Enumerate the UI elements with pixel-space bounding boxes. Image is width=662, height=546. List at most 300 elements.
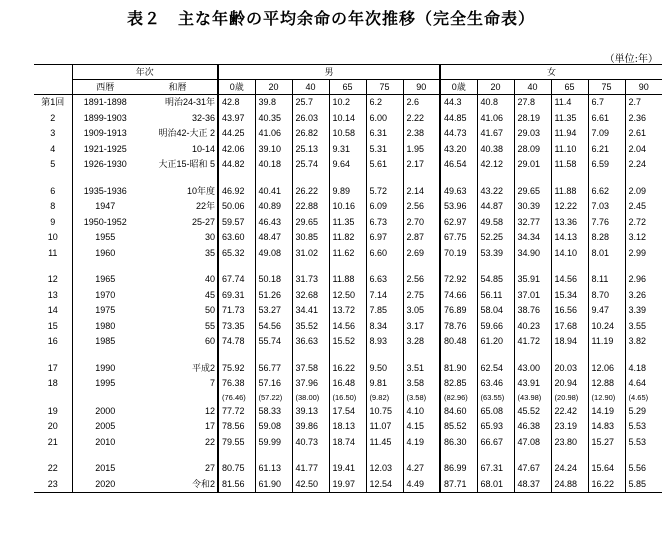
row-number: 11 [48, 247, 58, 258]
male-value: 2.17 [403, 157, 440, 173]
female-value: 41.67 [477, 126, 514, 142]
header-age: 0歳 [440, 80, 477, 95]
female-value: 10.24 [588, 319, 625, 335]
male-value: 7.14 [366, 288, 403, 304]
male-value: 6.00 [366, 111, 403, 127]
female-value: 5.53 [625, 419, 662, 435]
male-value: 57.16 [255, 376, 292, 392]
row-number: 8 [50, 201, 56, 212]
row-number: 6 [50, 185, 56, 196]
male-value: 35.52 [292, 319, 329, 335]
male-value: 2.69 [403, 246, 440, 262]
row-wareki: 22年 [196, 201, 216, 212]
table-row [34, 272, 662, 288]
female-value: 7.09 [588, 126, 625, 142]
male-value: 2.14 [403, 184, 440, 200]
female-value: 34.90 [514, 246, 551, 262]
male-value: 4.19 [403, 435, 440, 451]
female-value: 32.77 [514, 215, 551, 231]
female-value: 22.42 [551, 404, 588, 420]
table-row [34, 142, 662, 158]
male-value: 11.35 [329, 215, 366, 231]
female-value: 6.7 [588, 95, 625, 111]
female-value: 3.39 [625, 303, 662, 319]
header-age: 20 [477, 80, 514, 95]
header-age: 90 [403, 80, 440, 95]
female-value: 80.48 [440, 334, 477, 350]
female-value: 16.56 [551, 303, 588, 319]
male-sub-value: (38.00) [292, 392, 329, 404]
male-value: 59.57 [218, 215, 255, 231]
male-value: 6.09 [366, 199, 403, 215]
female-value: 47.67 [514, 461, 551, 477]
female-value: 49.58 [477, 215, 514, 231]
row-wareki: 32-36 [191, 112, 216, 123]
male-value: 80.75 [218, 461, 255, 477]
female-value: 62.97 [440, 215, 477, 231]
group-spacer [34, 261, 662, 272]
row-wareki: 明治24-31年 [164, 97, 216, 108]
female-value: 14.10 [551, 246, 588, 262]
row-seireki: 1926-1930 [72, 157, 138, 173]
table-row [34, 319, 662, 335]
female-value: 8.11 [588, 272, 625, 288]
female-sub-value: (12.90) [588, 392, 625, 404]
table-row [34, 157, 662, 173]
male-value: 11.07 [366, 419, 403, 435]
male-value: 13.72 [329, 303, 366, 319]
female-value: 46.54 [440, 157, 477, 173]
female-value: 24.88 [551, 477, 588, 493]
female-value: 2.99 [625, 246, 662, 262]
male-value: 56.77 [255, 361, 292, 377]
female-value: 7.76 [588, 215, 625, 231]
header-age: 90 [625, 80, 662, 95]
male-value: 8.34 [366, 319, 403, 335]
male-value: 11.62 [329, 246, 366, 262]
row-wareki: 22 [205, 436, 216, 447]
female-value: 70.19 [440, 246, 477, 262]
male-value: 40.18 [255, 157, 292, 173]
row-seireki: 1965 [72, 272, 138, 288]
female-value: 41.72 [514, 334, 551, 350]
male-value: 6.63 [366, 272, 403, 288]
female-value: 15.27 [588, 435, 625, 451]
male-value: 65.32 [218, 246, 255, 262]
male-value: 6.31 [366, 126, 403, 142]
row-wareki: 10年度 [187, 185, 216, 196]
row-seireki: 1947 [72, 199, 138, 215]
female-value: 67.75 [440, 230, 477, 246]
male-value: 4.49 [403, 477, 440, 493]
male-value: 42.8 [218, 95, 255, 111]
female-value: 68.01 [477, 477, 514, 493]
row-seireki: 2015 [72, 461, 138, 477]
unit-label: （単位:年） [604, 54, 658, 65]
male-value: 19.41 [329, 461, 366, 477]
male-value: 10.58 [329, 126, 366, 142]
female-value: 4.64 [625, 376, 662, 392]
female-value: 74.66 [440, 288, 477, 304]
male-value: 32.68 [292, 288, 329, 304]
row-number: 17 [47, 362, 58, 373]
male-value: 29.65 [292, 215, 329, 231]
male-value: 76.38 [218, 376, 255, 392]
male-value: 25.74 [292, 157, 329, 173]
row-number: 第1回 [41, 97, 65, 108]
male-value: 58.33 [255, 404, 292, 420]
female-sub-value: (63.55) [477, 392, 514, 404]
female-value: 2.45 [625, 199, 662, 215]
female-value: 17.68 [551, 319, 588, 335]
female-value: 11.88 [551, 184, 588, 200]
life-expectancy-table [34, 64, 662, 493]
male-value: 18.13 [329, 419, 366, 435]
female-value: 3.55 [625, 319, 662, 335]
row-wareki: 17 [205, 421, 216, 432]
female-value: 84.60 [440, 404, 477, 420]
male-value: 22.88 [292, 199, 329, 215]
male-value: 50.06 [218, 199, 255, 215]
male-value: 40.41 [255, 184, 292, 200]
row-seireki: 1909-1913 [72, 126, 138, 142]
female-value: 78.76 [440, 319, 477, 335]
female-value: 5.29 [625, 404, 662, 420]
male-value: 75.92 [218, 361, 255, 377]
male-value: 46.43 [255, 215, 292, 231]
group-spacer [34, 173, 662, 184]
female-value: 29.01 [514, 157, 551, 173]
row-number: 23 [34, 477, 72, 493]
table-row [34, 303, 662, 319]
male-value: 12.03 [366, 461, 403, 477]
row-seireki: 1990 [72, 361, 138, 377]
male-value: 39.13 [292, 404, 329, 420]
row-number: 15 [47, 320, 58, 331]
female-value: 86.99 [440, 461, 477, 477]
female-value: 76.89 [440, 303, 477, 319]
male-value: 4.27 [403, 461, 440, 477]
male-value: 19.97 [329, 477, 366, 493]
row-seireki: 1980 [72, 319, 138, 335]
female-value: 27.8 [514, 95, 551, 111]
female-value: 45.52 [514, 404, 551, 420]
female-value: 54.85 [477, 272, 514, 288]
female-value: 8.28 [588, 230, 625, 246]
male-value: 31.73 [292, 272, 329, 288]
female-value: 3.26 [625, 288, 662, 304]
male-value: 10.2 [329, 95, 366, 111]
female-sub-value: (43.98) [514, 392, 551, 404]
row-seireki: 2005 [72, 419, 138, 435]
male-value: 43.97 [218, 111, 255, 127]
male-value: 26.22 [292, 184, 329, 200]
female-value: 6.59 [588, 157, 625, 173]
male-value: 77.72 [218, 404, 255, 420]
female-value: 28.19 [514, 111, 551, 127]
male-value: 16.22 [329, 361, 366, 377]
female-value: 29.03 [514, 126, 551, 142]
male-value: 67.74 [218, 272, 255, 288]
male-value: 61.13 [255, 461, 292, 477]
header-age: 65 [551, 80, 588, 95]
female-value: 40.38 [477, 142, 514, 158]
male-value: 42.06 [218, 142, 255, 158]
male-value: 34.41 [292, 303, 329, 319]
row-seireki: 1950-1952 [72, 215, 138, 231]
female-value: 86.30 [440, 435, 477, 451]
page-title: 表２ 主な年齢の平均余命の年次推移（完全生命表） [126, 9, 535, 28]
female-value: 11.10 [551, 142, 588, 158]
male-value: 2.70 [403, 215, 440, 231]
table-row [34, 477, 662, 493]
male-value: 2.22 [403, 111, 440, 127]
male-sub-value: (16.50) [329, 392, 366, 404]
female-value: 44.85 [440, 111, 477, 127]
header-age: 65 [329, 80, 366, 95]
female-value: 2.36 [625, 111, 662, 127]
male-value: 40.73 [292, 435, 329, 451]
row-wareki: 40 [205, 274, 216, 285]
row-wareki: 大正15-昭和 5 [158, 159, 216, 170]
female-value: 6.62 [588, 184, 625, 200]
row-number: 18 [47, 378, 58, 389]
female-value: 87.71 [440, 477, 477, 493]
row-number: 21 [47, 436, 58, 447]
header-age: 75 [366, 80, 403, 95]
female-value: 5.53 [625, 435, 662, 451]
table-row [34, 361, 662, 377]
female-value: 37.01 [514, 288, 551, 304]
row-number: 4 [50, 143, 56, 154]
male-value: 44.82 [218, 157, 255, 173]
female-value: 56.11 [477, 288, 514, 304]
male-value: 16.48 [329, 376, 366, 392]
female-value: 23.19 [551, 419, 588, 435]
male-value: 2.38 [403, 126, 440, 142]
male-value: 17.54 [329, 404, 366, 420]
male-value: 18.74 [329, 435, 366, 451]
female-sub-value: (82.96) [440, 392, 477, 404]
header-age: 40 [292, 80, 329, 95]
female-value: 15.64 [588, 461, 625, 477]
male-value: 42.50 [292, 477, 329, 493]
male-value: 54.56 [255, 319, 292, 335]
male-value: 12.54 [366, 477, 403, 493]
male-sub-value: (57.22) [255, 392, 292, 404]
row-wareki: 60 [205, 336, 216, 347]
row-number: 5 [50, 159, 56, 170]
male-value: 9.64 [329, 157, 366, 173]
male-value: 9.81 [366, 376, 403, 392]
female-value: 3.82 [625, 334, 662, 350]
male-value: 40.35 [255, 111, 292, 127]
table-body [34, 95, 662, 493]
female-value: 28.09 [514, 142, 551, 158]
row-wareki: 30 [205, 232, 216, 243]
male-value: 3.17 [403, 319, 440, 335]
table-row [34, 230, 662, 246]
male-value: 11.82 [329, 230, 366, 246]
male-sub-value: (3.58) [403, 392, 440, 404]
row-number: 10 [47, 232, 58, 243]
female-value: 2.04 [625, 142, 662, 158]
female-value: 2.24 [625, 157, 662, 173]
male-value: 14.56 [329, 319, 366, 335]
female-value: 11.19 [588, 334, 625, 350]
male-value: 6.97 [366, 230, 403, 246]
female-value: 29.65 [514, 184, 551, 200]
male-value: 37.58 [292, 361, 329, 377]
male-value: 2.87 [403, 230, 440, 246]
header-age: 0歳 [218, 80, 255, 95]
male-value: 1.95 [403, 142, 440, 158]
row-seireki: 1960 [72, 246, 138, 262]
female-value: 2.72 [625, 215, 662, 231]
row-wareki: 45 [205, 289, 216, 300]
female-sub-value: (20.98) [551, 392, 588, 404]
female-value: 43.20 [440, 142, 477, 158]
female-value: 49.63 [440, 184, 477, 200]
table-row [34, 184, 662, 200]
female-value: 8.01 [588, 246, 625, 262]
table-row [34, 199, 662, 215]
female-value: 38.76 [514, 303, 551, 319]
row-number: 20 [47, 421, 58, 432]
male-value: 36.63 [292, 334, 329, 350]
table-row [34, 419, 662, 435]
female-value: 11.4 [551, 95, 588, 111]
male-value: 46.92 [218, 184, 255, 200]
male-value: 6.73 [366, 215, 403, 231]
table-row [34, 111, 662, 127]
male-value: 10.14 [329, 111, 366, 127]
female-value: 20.03 [551, 361, 588, 377]
female-value: 72.92 [440, 272, 477, 288]
female-value: 46.38 [514, 419, 551, 435]
female-value: 14.19 [588, 404, 625, 420]
female-value: 6.61 [588, 111, 625, 127]
row-number: 19 [47, 405, 58, 416]
male-value: 69.31 [218, 288, 255, 304]
female-value: 44.3 [440, 95, 477, 111]
male-value: 63.60 [218, 230, 255, 246]
group-spacer [34, 450, 662, 461]
row-wareki: 12 [205, 405, 216, 416]
male-value: 10.16 [329, 199, 366, 215]
row-number: 14 [47, 305, 58, 316]
female-value: 63.46 [477, 376, 514, 392]
row-seireki: 1891-1898 [72, 95, 138, 111]
female-value: 20.94 [551, 376, 588, 392]
row-seireki: 1975 [72, 303, 138, 319]
female-value: 47.08 [514, 435, 551, 451]
header-seireki: 西暦 [72, 80, 138, 95]
male-value: 9.89 [329, 184, 366, 200]
female-value: 82.85 [440, 376, 477, 392]
male-value: 49.08 [255, 246, 292, 262]
female-value: 58.04 [477, 303, 514, 319]
table-row [34, 126, 662, 142]
table-row [34, 95, 662, 111]
row-wareki: 10-14 [191, 143, 216, 154]
male-value: 5.72 [366, 184, 403, 200]
male-value: 26.82 [292, 126, 329, 142]
row-seireki: 1970 [72, 288, 138, 304]
male-value: 78.56 [218, 419, 255, 435]
male-value: 48.47 [255, 230, 292, 246]
male-value: 50.18 [255, 272, 292, 288]
row-seireki: 1955 [72, 230, 138, 246]
female-value: 40.23 [514, 319, 551, 335]
male-value: 3.28 [403, 334, 440, 350]
female-value: 8.70 [588, 288, 625, 304]
female-value: 2.61 [625, 126, 662, 142]
male-value: 41.06 [255, 126, 292, 142]
male-value: 25.7 [292, 95, 329, 111]
female-value: 44.73 [440, 126, 477, 142]
female-value: 14.13 [551, 230, 588, 246]
row-seireki: 1995 [72, 376, 138, 392]
male-value: 7.85 [366, 303, 403, 319]
male-value: 5.61 [366, 157, 403, 173]
table-row [34, 288, 662, 304]
male-value: 73.35 [218, 319, 255, 335]
male-value: 39.8 [255, 95, 292, 111]
female-value: 15.34 [551, 288, 588, 304]
male-value: 5.31 [366, 142, 403, 158]
row-wareki: 明治42-大正 2 [158, 128, 216, 139]
female-value: 11.58 [551, 157, 588, 173]
male-value: 4.15 [403, 419, 440, 435]
female-value: 12.88 [588, 376, 625, 392]
male-value: 2.75 [403, 288, 440, 304]
female-value: 4.18 [625, 361, 662, 377]
female-value: 2.96 [625, 272, 662, 288]
male-value: 10.75 [366, 404, 403, 420]
female-value: 43.00 [514, 361, 551, 377]
male-value: 39.10 [255, 142, 292, 158]
female-value: 30.39 [514, 199, 551, 215]
row-seireki: 1899-1903 [72, 111, 138, 127]
male-value: 11.88 [329, 272, 366, 288]
table-row [34, 404, 662, 420]
male-value: 9.50 [366, 361, 403, 377]
female-value: 16.22 [588, 477, 625, 493]
female-value: 2.09 [625, 184, 662, 200]
male-value: 6.2 [366, 95, 403, 111]
row-seireki: 1921-1925 [72, 142, 138, 158]
male-value: 37.96 [292, 376, 329, 392]
female-value: 53.39 [477, 246, 514, 262]
header-male: 男 [218, 65, 440, 80]
female-value: 40.8 [477, 95, 514, 111]
row-number: 16 [47, 336, 58, 347]
female-value: 65.93 [477, 419, 514, 435]
header-age: 75 [588, 80, 625, 95]
female-value: 7.03 [588, 199, 625, 215]
female-sub-value: (4.65) [625, 392, 662, 404]
male-value: 79.55 [218, 435, 255, 451]
female-value: 43.91 [514, 376, 551, 392]
male-value: 4.10 [403, 404, 440, 420]
table-row [34, 246, 662, 262]
female-value: 66.67 [477, 435, 514, 451]
header-age: 20 [255, 80, 292, 95]
female-value: 34.34 [514, 230, 551, 246]
row-seireki: 2010 [72, 435, 138, 451]
male-value: 31.02 [292, 246, 329, 262]
